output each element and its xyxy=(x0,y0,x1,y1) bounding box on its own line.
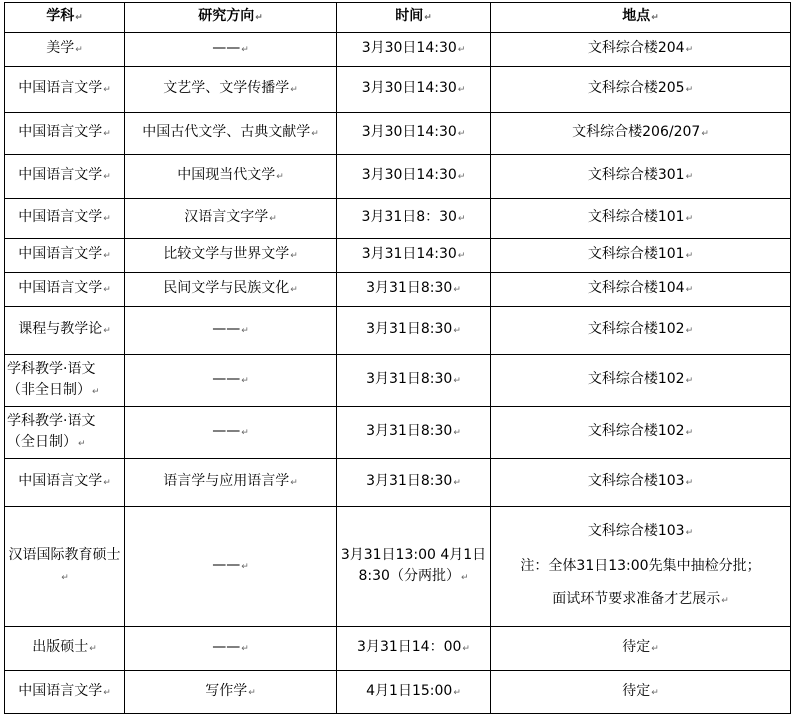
place-cell: 待定↵ xyxy=(491,627,791,671)
time-cell: 3月31日8:30↵ xyxy=(337,407,491,459)
subject-cell: 美学↵ xyxy=(5,33,125,67)
direction-cell: ——↵ xyxy=(125,33,337,67)
table-row xyxy=(5,273,791,307)
table-row xyxy=(5,507,791,627)
direction-cell: 写作学↵ xyxy=(125,671,337,714)
time-cell: 3月31日8:30↵ xyxy=(337,459,491,507)
place-cell: 待定↵ xyxy=(491,671,791,714)
subject-cell: 中国语言文学↵ xyxy=(5,199,125,239)
place-note-2: 面试环节要求准备才艺展示↵ xyxy=(552,591,729,607)
place-note-1: 注：全体31日13:00先集中抽检分批； xyxy=(520,558,761,574)
table-row xyxy=(5,33,791,67)
time-cell: 3月31日14:30↵ xyxy=(337,239,491,273)
time-cell: 3月31日8:30↵ xyxy=(337,307,491,355)
subject-cell: 中国语言文学↵ xyxy=(5,67,125,113)
time-cell: 3月30日14:30↵ xyxy=(337,33,491,67)
subject-cell: 课程与教学论↵ xyxy=(5,307,125,355)
direction-cell: ——↵ xyxy=(125,355,337,407)
direction-cell: 文艺学、文学传播学↵ xyxy=(125,67,337,113)
table-row xyxy=(5,67,791,113)
place-main: 文科综合楼103↵ xyxy=(587,523,694,539)
header-time: 时间↵ xyxy=(337,3,491,33)
time-cell: 3月31日8:30↵ xyxy=(337,273,491,307)
table-row xyxy=(5,239,791,273)
subject-cell: 出版硕士↵ xyxy=(5,627,125,671)
table-row xyxy=(5,407,791,459)
place-cell: 文科综合楼102↵ xyxy=(491,355,791,407)
place-cell: 文科综合楼103↵ xyxy=(491,459,791,507)
place-cell: 文科综合楼104↵ xyxy=(491,273,791,307)
place-cell: 文科综合楼206/207↵ xyxy=(491,113,791,155)
place-cell: 文科综合楼101↵ xyxy=(491,199,791,239)
subject-cell: 汉语国际教育硕士↵ xyxy=(5,507,125,627)
place-cell: 文科综合楼102↵ xyxy=(491,407,791,459)
subject-cell: 中国语言文学↵ xyxy=(5,113,125,155)
interview-schedule-table xyxy=(4,2,791,714)
direction-cell: ——↵ xyxy=(125,627,337,671)
table-row xyxy=(5,627,791,671)
subject-cell: 中国语言文学↵ xyxy=(5,239,125,273)
place-cell: 文科综合楼204↵ xyxy=(491,33,791,67)
direction-cell: ——↵ xyxy=(125,407,337,459)
subject-cell: 学科教学·语文（非全日制）↵ xyxy=(5,355,125,407)
time-cell: 4月1日15:00↵ xyxy=(337,671,491,714)
table-row xyxy=(5,113,791,155)
place-cell xyxy=(491,507,791,627)
time-cell: 3月30日14:30↵ xyxy=(337,155,491,199)
header-direction: 研究方向↵ xyxy=(125,3,337,33)
time-cell: 3月31日8:30↵ xyxy=(337,355,491,407)
direction-cell: ——↵ xyxy=(125,307,337,355)
direction-cell: 中国现当代文学↵ xyxy=(125,155,337,199)
table-row xyxy=(5,307,791,355)
place-cell: 文科综合楼101↵ xyxy=(491,239,791,273)
subject-cell: 中国语言文学↵ xyxy=(5,155,125,199)
table-row xyxy=(5,355,791,407)
place-cell: 文科综合楼301↵ xyxy=(491,155,791,199)
time-cell: 3月30日14:30↵ xyxy=(337,67,491,113)
direction-cell: 比较文学与世界文学↵ xyxy=(125,239,337,273)
table-row xyxy=(5,671,791,714)
time-cell: 3月31日13:00 4月1日8:30（分两批）↵ xyxy=(337,507,491,627)
header-place: 地点↵ xyxy=(491,3,791,33)
table-row xyxy=(5,199,791,239)
subject-cell: 学科教学·语文（全日制）↵ xyxy=(5,407,125,459)
header-subject: 学科↵ xyxy=(5,3,125,33)
direction-cell: 民间文学与民族文化↵ xyxy=(125,273,337,307)
subject-cell: 中国语言文学↵ xyxy=(5,273,125,307)
direction-cell: ——↵ xyxy=(125,507,337,627)
time-cell: 3月31日8：30↵ xyxy=(337,199,491,239)
table-row xyxy=(5,459,791,507)
place-cell: 文科综合楼205↵ xyxy=(491,67,791,113)
table-row xyxy=(5,155,791,199)
time-cell: 3月31日14：00↵ xyxy=(337,627,491,671)
place-cell: 文科综合楼102↵ xyxy=(491,307,791,355)
direction-cell: 语言学与应用语言学↵ xyxy=(125,459,337,507)
direction-cell: 汉语言文字学↵ xyxy=(125,199,337,239)
header-row xyxy=(5,3,791,33)
direction-cell: 中国古代文学、古典文献学↵ xyxy=(125,113,337,155)
subject-cell: 中国语言文学↵ xyxy=(5,671,125,714)
time-cell: 3月30日14:30↵ xyxy=(337,113,491,155)
subject-cell: 中国语言文学↵ xyxy=(5,459,125,507)
